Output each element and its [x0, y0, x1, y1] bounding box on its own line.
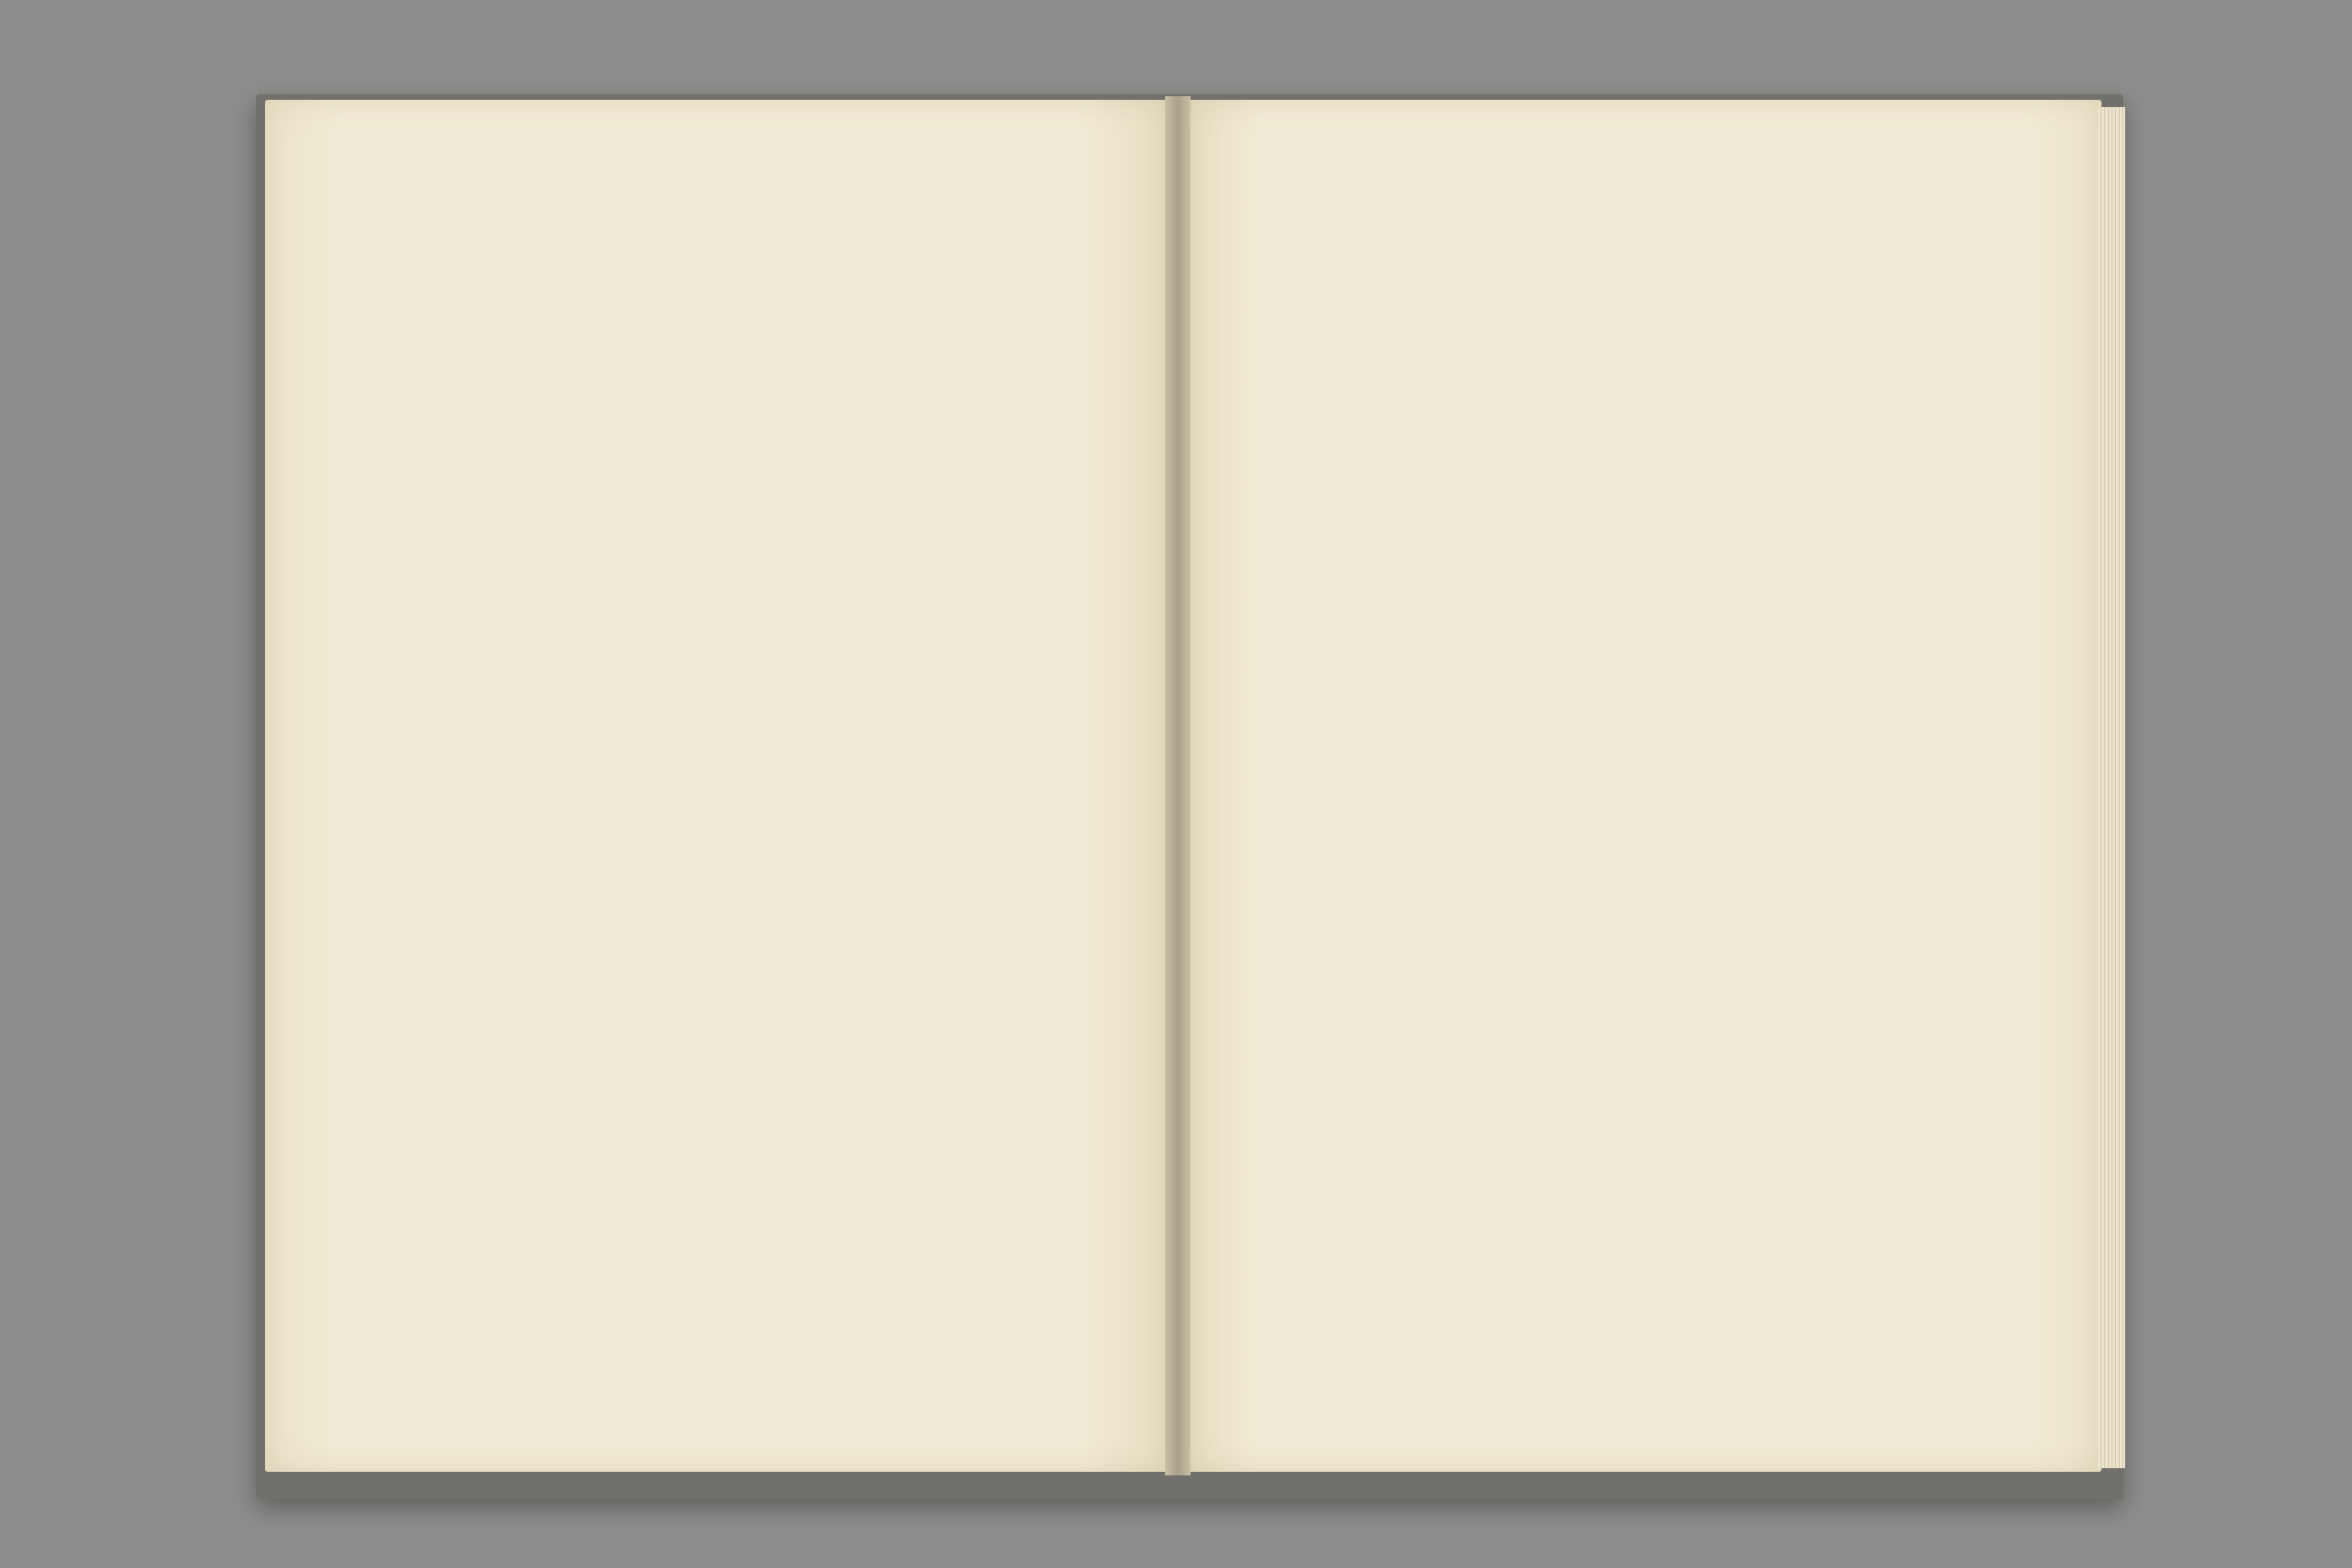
left-page-text: [305, 254, 985, 1414]
left-text-column-2: [878, 254, 933, 1414]
right-text-column-2: [1898, 254, 1953, 1414]
left-text-column-9: [510, 254, 564, 1414]
left-text-column-3: [826, 254, 880, 1414]
right-text-column-3: [1846, 254, 1900, 1414]
left-text-column-1: [931, 254, 985, 1414]
right-text-column-11: [1425, 254, 1479, 1414]
right-text-column-1: [1951, 254, 2005, 1414]
left-text-column-5: [720, 254, 775, 1414]
left-text-column-8: [563, 254, 617, 1414]
left-text-column-13: [299, 254, 354, 1414]
left-text-column-6: [668, 254, 722, 1414]
right-page-text: [1379, 254, 2005, 1414]
left-text-column-11: [405, 254, 459, 1414]
left-text-column-12: [352, 254, 407, 1414]
right-text-column-9: [1530, 254, 1584, 1414]
right-text-column-8: [1583, 254, 1637, 1414]
right-text-column-10: [1477, 254, 1532, 1414]
right-text-column-6: [1688, 254, 1742, 1414]
left-text-column-10: [457, 254, 512, 1414]
left-text-column-4: [773, 254, 828, 1414]
right-text-column-12: [1372, 254, 1426, 1414]
right-text-column-7: [1635, 254, 1690, 1414]
right-text-column-5: [1740, 254, 1795, 1414]
book-gutter: [1165, 96, 1191, 1475]
page-edges: [2098, 107, 2125, 1468]
left-text-column-7: [615, 254, 670, 1414]
right-text-column-4: [1793, 254, 1847, 1414]
